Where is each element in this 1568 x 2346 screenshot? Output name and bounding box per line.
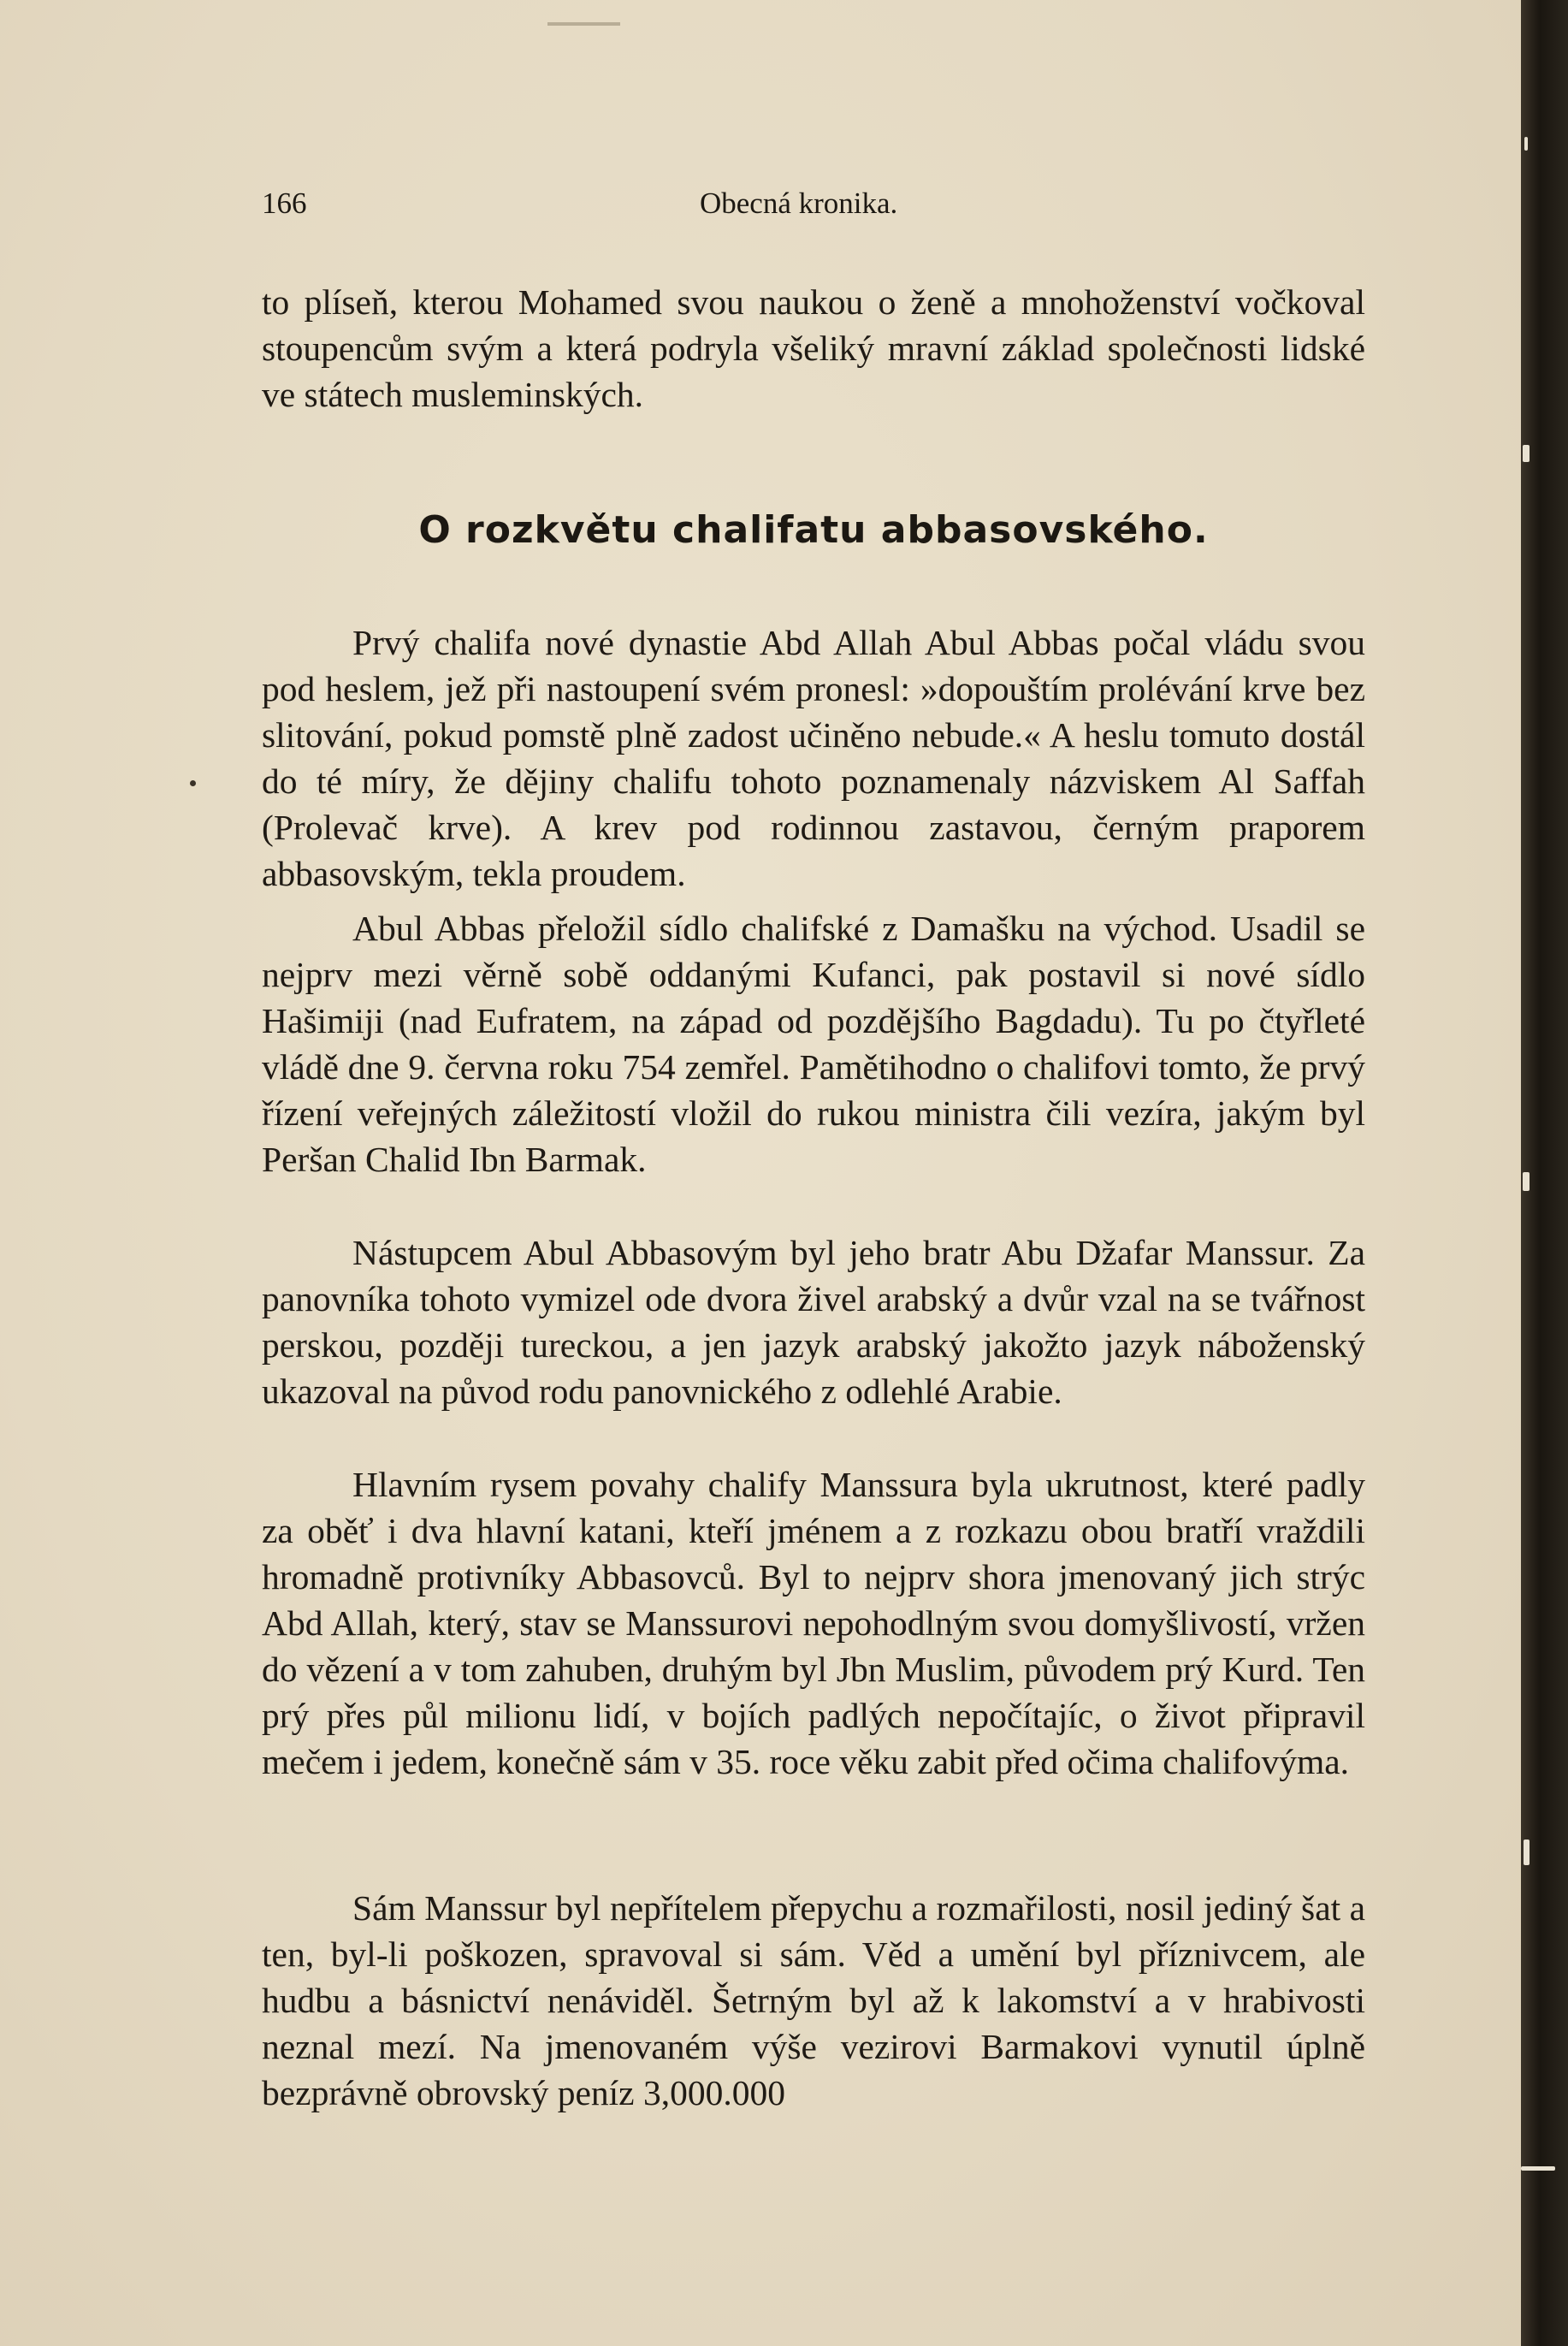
page-header: [262, 187, 1365, 229]
spine-mark: [1523, 445, 1530, 462]
running-title: Obecná kronika.: [700, 187, 898, 220]
paragraph-2: Abul Abbas přeložil sídlo chalifské z Damašku na východ. Usadil se nejprv mezi věrně sobě oddanými Kufanci, pak postavil si nové sídlo Hašimiji (nad Eufratem, na západ od pozdějšího Bagdadu). Tu po čtyřleté vládě dne 9. června roku 754 zemřel. Pamětihodno o chalifovi tomto, že prvý řízení veřejných záležitostí vložil do rukou ministra čili vezíra, jakým byl Peršan Chalid Ibn Barmak.: [262, 909, 1365, 1179]
paragraph-3: Nástupcem Abul Abbasovým byl jeho bratr Abu Džafar Manssur. Za panovníka tohoto vymizel ode dvora živel arabský a dvůr vzal na se tvářnost perskou, později tureckou, a jen jazyk arabský jakožto jazyk náboženský ukazoval na původ rodu panovnického z odlehlé Arabie.: [262, 1233, 1365, 1411]
margin-dot: [190, 780, 196, 786]
spine-mark: [1521, 2166, 1555, 2171]
paragraph-5: Sám Manssur byl nepřítelem přepychu a rozmařilosti, nosil jediný šat a ten, byl-li poškozen, spravoval si sám. Věd a umění byl příznivcem, ale hudbu a básnictví nenáviděl. Šetrným byl až k lakomství a v hrabivosti neznal mezí. Na jmenovaném výše vezirovi Barmakovi vynutil úplně bezprávně obrovský peníz 3,000.000: [262, 1888, 1365, 2112]
page-number: 166: [262, 187, 307, 220]
paragraph-1: Prvý chalifa nové dynastie Abd Allah Abul Abbas počal vládu svou pod heslem, jež při nastoupení svém pronesl: »dopouštím prolévání krve bez slitování, pokud pomstě plně zadost učiněno nebude.« A heslu tomuto dostál do té míry, že dějiny chalifu tohoto poznamenaly názviskem Al Saffah (Prolevač krve). A krev pod rodinnou zastavou, černým praporem abbasovským, tekla proudem.: [262, 623, 1365, 893]
top-rule: [547, 22, 620, 26]
book-spine: [1521, 0, 1568, 2346]
section-heading: O rozkvětu chalifatu abbasovského.: [418, 508, 1209, 552]
spine-mark: [1524, 137, 1528, 151]
paragraph-4: Hlavním rysem povahy chalify Manssura byla ukrutnost, které padly za oběť i dva hlavní katani, kteří jménem a z rozkazu obou bratří vraždili hromadně protivníky Abbasovců. Byl to nejprv shora jmenovaný jich strýc Abd Allah, který, stav se Manssurovi nepohodlným svou domyšlivostí, vržen do vězení a v tom zahuben, druhým byl Jbn Muslim, původem prý Kurd. Ten prý přes půl milionu lidí, v bojích padlých nepočítajíc, o život připravil mečem i jedem, konečně sám v 35. roce věku zabit před očima chalifovýma.: [262, 1465, 1365, 1781]
spine-mark: [1524, 1839, 1530, 1865]
intro-paragraph: to plíseň, kterou Mohamed svou naukou o ženě a mnohoženství vočkoval stoupencům svým a která podryla všeliký mravní základ společnosti lidské ve státech musleminských.: [262, 282, 1365, 414]
spine-mark: [1523, 1172, 1530, 1191]
